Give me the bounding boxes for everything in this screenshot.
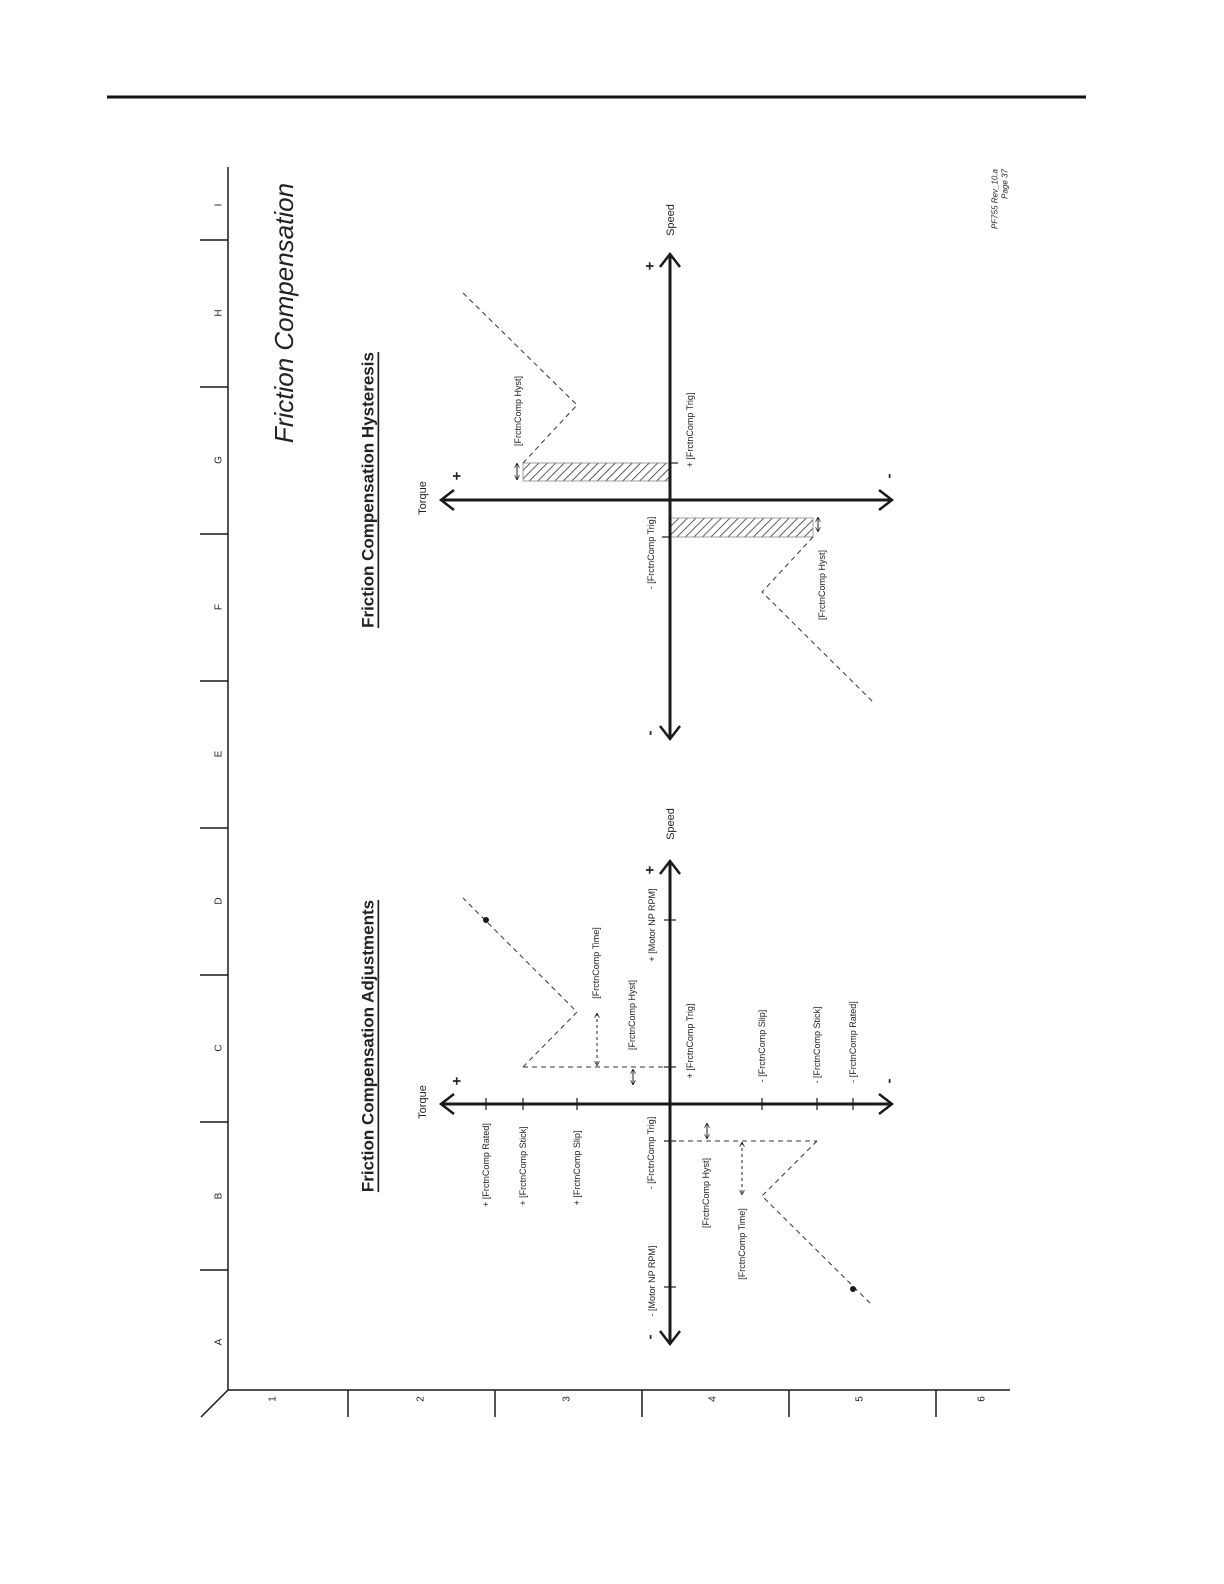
neg-trig-label: - [FrctnComp Trig]	[646, 516, 656, 590]
column-label-f: F	[213, 603, 225, 611]
pos-trig-label: + [FrctnComp Trig]	[685, 392, 695, 468]
neg-rated-label: - [FrctnComp Rated]	[848, 1001, 858, 1083]
hyst-label-positive: [FrctnComp Hyst]	[627, 979, 637, 1051]
row-label-4: 4	[707, 1396, 719, 1402]
column-label-g: G	[213, 456, 225, 464]
revision-label: PF755 Rev_10.a	[990, 169, 1000, 230]
adjustments-diagram	[359, 808, 898, 1344]
pos-motor-rpm-label: + [Motor NP RPM]	[647, 888, 657, 962]
torque-axis-label: Torque	[417, 481, 429, 515]
speed-positive-sign: +	[641, 261, 659, 271]
column-label-h: H	[213, 309, 225, 317]
pos-rated-label: + [FrctnComp Rated]	[481, 1123, 491, 1207]
hyst-label-negative: [FrctnComp Hyst]	[817, 549, 827, 621]
adjustments-title: Friction Compensation Adjustments	[358, 899, 378, 1193]
drawing-frame	[200, 167, 1010, 1417]
column-label-c: C	[213, 1044, 225, 1052]
torque-negative-sign: -	[880, 1078, 898, 1084]
torque-positive-sign: +	[448, 1076, 466, 1086]
hysteresis-title: Friction Compensation Hysteresis	[358, 352, 378, 628]
neg-rated-point	[850, 1286, 856, 1292]
column-label-d: D	[213, 897, 225, 905]
pos-slip-label: + [FrctnComp Slip]	[572, 1130, 582, 1206]
speed-negative-sign: -	[641, 730, 659, 736]
row-label-2: 2	[415, 1396, 427, 1402]
pos-rated-point	[483, 917, 489, 923]
neg-motor-rpm-label: - [Motor NP RPM]	[647, 1245, 657, 1317]
column-label-a: A	[213, 1338, 225, 1346]
row-label-6: 6	[976, 1396, 988, 1402]
speed-negative-sign: -	[641, 1334, 659, 1340]
neg-stick-label: - [FrctnComp Stick]	[812, 1006, 822, 1084]
hysteresis-diagram	[359, 204, 898, 739]
pos-trig-label: + [FrctnComp Trig]	[685, 1003, 695, 1079]
time-label-positive: [FrctnComp Time]	[591, 927, 601, 999]
torque-negative-sign: -	[880, 473, 898, 479]
neg-slip-label: - [FrctnComp Slip]	[757, 1009, 767, 1083]
hyst-label-positive: [FrctnComp Hyst]	[513, 375, 523, 447]
speed-positive-sign: +	[641, 865, 659, 875]
pos-stick-label: + [FrctnComp Stick]	[518, 1126, 528, 1206]
column-label-e: E	[213, 750, 225, 758]
hyst-label-negative: [FrctnComp Hyst]	[701, 1157, 711, 1229]
torque-positive-sign: +	[448, 471, 466, 481]
hysteresis-band-negative	[670, 518, 813, 537]
neg-trig-label: - [FrctnComp Trig]	[646, 1116, 656, 1190]
page-title: Friction Compensation	[269, 182, 299, 444]
column-label-b: B	[213, 1192, 225, 1200]
row-label-3: 3	[561, 1396, 573, 1402]
speed-axis-label: Speed	[665, 808, 677, 840]
frame-corner-diagonal	[201, 1390, 228, 1417]
column-label-i: I	[213, 203, 225, 207]
speed-axis-label: Speed	[665, 204, 677, 236]
torque-axis-label: Torque	[417, 1085, 429, 1119]
row-label-5: 5	[854, 1396, 866, 1402]
hysteresis-band-positive	[523, 463, 670, 481]
friction-profile-positive	[463, 898, 577, 1067]
time-label-negative: [FrctnComp Time]	[737, 1208, 747, 1280]
friction-profile-negative	[762, 1141, 873, 1306]
row-label-1: 1	[267, 1396, 279, 1402]
page-number: Page 37	[1000, 169, 1010, 199]
